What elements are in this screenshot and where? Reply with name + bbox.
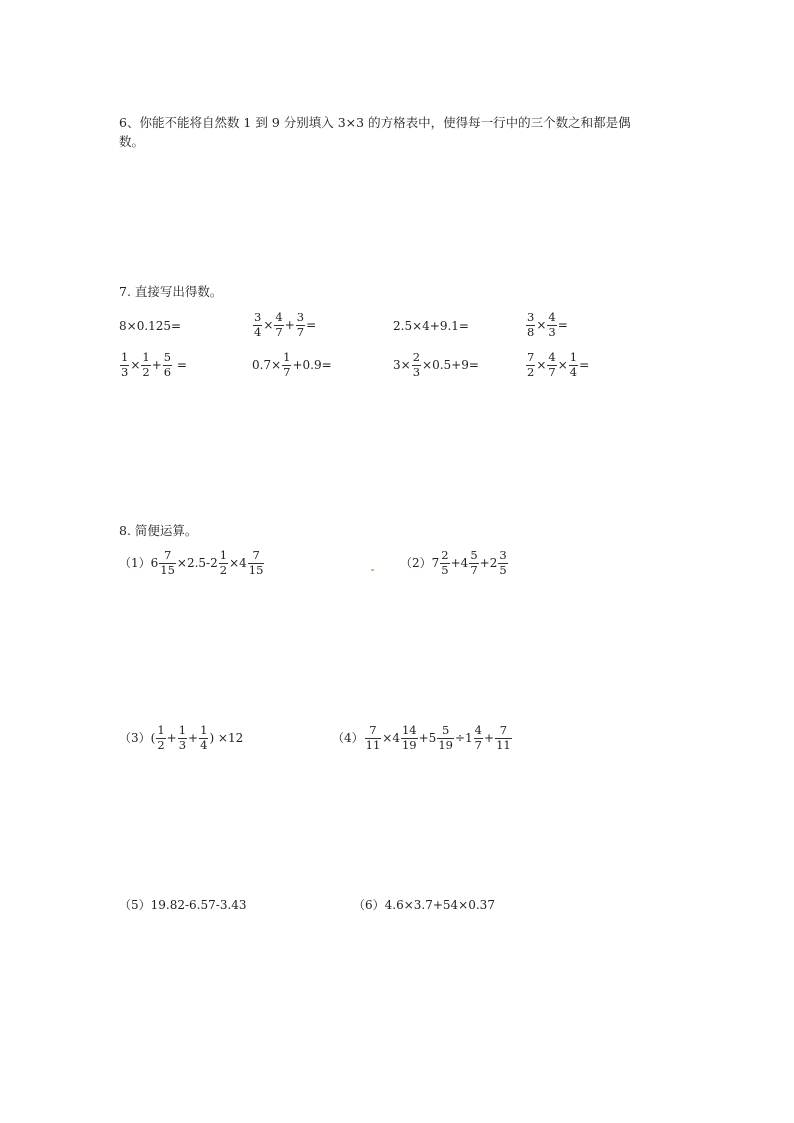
q7-item-5 [119, 352, 187, 378]
question-6-line-2: 数。 [119, 134, 145, 149]
expr-text: ×0.5+9= [422, 358, 479, 372]
fraction-denominator: 5 [499, 562, 507, 577]
fraction [401, 725, 418, 751]
expr-text: +4 [450, 556, 469, 570]
fraction-numerator: 4 [548, 310, 556, 324]
fraction-numerator: 5 [163, 350, 172, 364]
expr-text: ÷1 [454, 731, 473, 745]
fraction-numerator: 5 [470, 548, 478, 562]
q7-item-7 [393, 352, 479, 378]
expr-text: （2）7 [400, 556, 440, 570]
expr-text: + [188, 731, 199, 745]
q8-item-1 [119, 550, 265, 576]
fraction-numerator: 7 [369, 723, 377, 737]
expr-text: ×4 [382, 731, 400, 745]
q7-item-3 [393, 320, 469, 332]
fraction-denominator: 4 [200, 737, 208, 752]
fraction [526, 352, 535, 378]
question-8-title: 8. 简便运算。 [119, 523, 198, 538]
fraction-denominator: 7 [296, 324, 305, 339]
expr-text: +0.9= [292, 358, 332, 372]
question-7-title: 7. 直接写出得数。 [119, 284, 223, 299]
fraction [141, 352, 150, 378]
expr-text: × [263, 318, 274, 332]
fraction [412, 352, 421, 378]
fraction-numerator: 1 [142, 350, 150, 364]
fraction [440, 550, 449, 576]
expr-text: + [166, 731, 177, 745]
q8-item-2 [400, 550, 509, 576]
fraction-denominator: 7 [275, 324, 283, 339]
fraction-denominator: 2 [527, 364, 535, 379]
fraction-numerator: 3 [527, 310, 535, 324]
fraction [437, 725, 454, 751]
fraction [365, 725, 382, 751]
fraction [569, 352, 578, 378]
fraction-denominator: 2 [219, 562, 228, 577]
fraction-denominator: 4 [254, 324, 262, 339]
fraction-denominator: 3 [548, 324, 556, 339]
fraction [163, 352, 172, 378]
question-6 [119, 113, 631, 151]
expr-text: = [173, 358, 187, 372]
fraction [253, 312, 262, 338]
q7-item-4 [525, 312, 568, 338]
fraction-numerator: 3 [296, 310, 305, 324]
expr-text: × [536, 318, 547, 332]
fraction-numerator: 1 [200, 723, 208, 737]
fraction-denominator: 6 [163, 364, 172, 379]
fraction-denominator: 11 [496, 737, 511, 752]
q8-item-3 [119, 725, 243, 751]
fraction [469, 550, 478, 576]
expr-text: +2 [479, 556, 498, 570]
fraction-numerator: 4 [275, 310, 283, 324]
fraction [498, 550, 507, 576]
fraction [120, 352, 129, 378]
expr-text: （1）6 [119, 556, 159, 570]
fraction-denominator: 7 [548, 364, 556, 379]
expr-text: + [151, 358, 162, 372]
fraction-numerator: 5 [441, 723, 450, 737]
fraction [156, 725, 165, 751]
fraction [547, 312, 556, 338]
fraction-denominator: 19 [438, 737, 453, 752]
fraction [274, 312, 283, 338]
q7-item-6 [252, 352, 332, 378]
fraction-denominator: 2 [142, 364, 150, 379]
expr-text: 2.5×4+9.1= [393, 319, 469, 333]
fraction [199, 725, 208, 751]
fraction-numerator: 4 [548, 350, 556, 364]
expr-text: （5）19.82-6.57-3.43 [119, 898, 247, 912]
fraction [296, 312, 305, 338]
fraction-denominator: 2 [157, 737, 165, 752]
fraction [219, 550, 228, 576]
fraction-denominator: 7 [470, 562, 478, 577]
fraction-numerator: 14 [401, 723, 417, 737]
q7-item-1 [119, 320, 181, 332]
fraction-denominator: 7 [283, 364, 291, 379]
expr-text: × [130, 358, 141, 372]
fraction [178, 725, 187, 751]
fraction-numerator: 1 [121, 350, 129, 364]
fraction-denominator: 3 [121, 364, 129, 379]
expr-text: 0.7× [252, 358, 282, 372]
fraction-numerator: 3 [254, 310, 262, 324]
expr-text: （6）4.6×3.7+54×0.37 [353, 898, 495, 912]
fraction-numerator: 7 [163, 548, 172, 562]
q8-item-6 [353, 899, 495, 911]
q8-item-5 [119, 899, 247, 911]
fraction-denominator: 7 [474, 737, 482, 752]
expr-text: + [284, 318, 295, 332]
fraction-denominator: 5 [441, 562, 449, 577]
q7-item-8 [525, 352, 589, 378]
expr-text: = [557, 318, 568, 332]
fraction-numerator: 7 [527, 350, 535, 364]
fraction-numerator: 3 [499, 548, 507, 562]
expr-text: （3）( [119, 731, 156, 745]
fraction-numerator: 1 [157, 723, 165, 737]
expr-text: ×4 [229, 556, 247, 570]
fraction-denominator: 19 [401, 737, 417, 752]
fraction [474, 725, 483, 751]
fraction-numerator: 4 [474, 723, 482, 737]
expr-text: = [579, 358, 590, 372]
fraction-numerator: 1 [283, 350, 291, 364]
fraction [547, 352, 556, 378]
fraction-denominator: 3 [178, 737, 187, 752]
fraction-numerator: 7 [252, 548, 260, 562]
fraction [526, 312, 535, 338]
fraction-denominator: 3 [412, 364, 421, 379]
fraction [159, 550, 176, 576]
q7-item-2 [252, 312, 316, 338]
expr-text: × [536, 358, 547, 372]
stray-mark [371, 569, 374, 571]
expr-text: + [484, 731, 495, 745]
fraction-denominator: 8 [527, 324, 535, 339]
expr-text: ) ×12 [209, 731, 244, 745]
fraction [282, 352, 291, 378]
fraction-denominator: 15 [160, 562, 175, 577]
expr-text: 3× [393, 358, 411, 372]
fraction-denominator: 15 [248, 562, 264, 577]
fraction-numerator: 1 [569, 350, 578, 364]
fraction-numerator: 1 [219, 548, 228, 562]
fraction-numerator: 7 [499, 723, 508, 737]
expr-text: × [557, 358, 568, 372]
q8-item-4 [332, 725, 513, 751]
question-6-line-1: 6、你能不能将自然数 1 到 9 分别填入 3×3 的方格表中，使得每一行中的三个数之和都是偶 [119, 115, 631, 130]
fraction-numerator: 2 [412, 350, 421, 364]
expr-text: ×2.5-2 [176, 556, 218, 570]
expr-text: = [306, 318, 317, 332]
fraction-numerator: 2 [441, 548, 449, 562]
fraction [248, 550, 265, 576]
fraction-numerator: 1 [178, 723, 187, 737]
expr-text: +5 [418, 731, 437, 745]
fraction [495, 725, 512, 751]
fraction-denominator: 4 [569, 364, 578, 379]
expr-text: （4） [332, 731, 364, 745]
fraction-denominator: 11 [365, 737, 381, 752]
expr-text: 8×0.125= [119, 319, 182, 333]
